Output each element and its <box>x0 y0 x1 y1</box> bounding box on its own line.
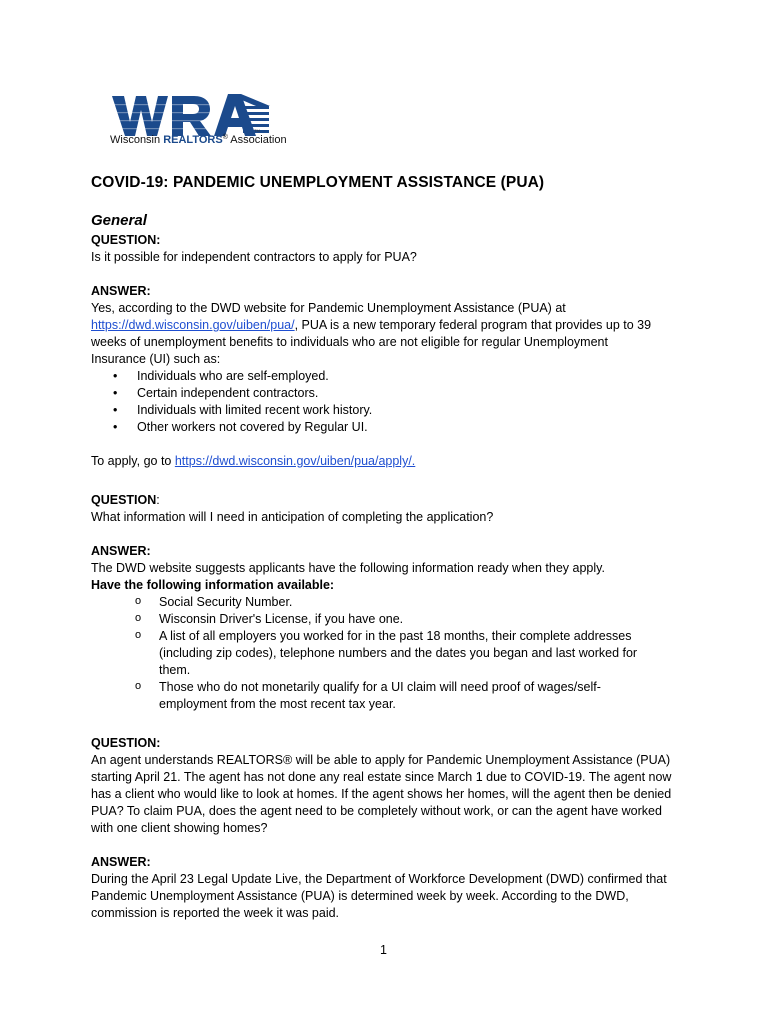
question-text: An agent understands REALTORS® will be able to apply for Pandemic Unemployment Assistance (PUA) starting April 21. The agent has not done any real estate since March 1 due to COVID-19. The agent now has a client who would like to look at homes. If the agent shows her homes, will the agent then be denied PUA? To claim PUA, does the agent need to be completely without work, or can the agent have worked with one client showing homes? <box>91 753 672 835</box>
logo-tm: TM <box>254 128 260 133</box>
info-heading: Have the following information available: <box>91 578 335 592</box>
apply-line <box>91 453 691 470</box>
logo-caption-bold: REALTORS <box>163 134 223 146</box>
answer-line-rest: , PUA is a new temporary federal program that provides up to 39 <box>294 318 652 332</box>
answer-text: The DWD website suggests applicants have the following information ready when they apply. <box>91 561 605 575</box>
question-label-line <box>91 492 691 509</box>
question-text: Is it possible for independent contractors to apply for PUA? <box>91 250 417 264</box>
bullet-icon: • <box>113 386 118 400</box>
answer-line: Yes, according to the DWD website for Pandemic Unemployment Assistance (PUA) at <box>91 301 566 315</box>
answer-text: During the April 23 Legal Update Live, the Department of Workforce Development (DWD) confirmed that Pandemic Unemployment Assistance (PUA) is determined week by week. According to the DWD, commission is reported the week it was paid. <box>91 872 667 920</box>
page-title: COVID-19: PANDEMIC UNEMPLOYMENT ASSISTANCE (PUA) <box>91 174 545 191</box>
qa-block-2 <box>91 492 691 713</box>
logo-caption <box>110 134 287 146</box>
circle-bullet-icon: o <box>135 629 142 641</box>
list-item: • Individuals with limited recent work history. <box>113 403 373 417</box>
pua-link[interactable]: https://dwd.wisconsin.gov/uiben/pua/ <box>91 318 295 332</box>
logo-caption-suffix: Association <box>227 134 287 146</box>
answer-line: weeks of unemployment benefits to individuals who are not eligible for regular Unemployment <box>91 335 608 349</box>
question-label: QUESTION: <box>91 233 161 247</box>
answer-label: ANSWER: <box>91 544 151 558</box>
qa-block-1 <box>91 232 691 470</box>
page-number: 1 <box>380 943 387 957</box>
answer-label: ANSWER: <box>91 284 151 298</box>
bullet-icon: • <box>113 369 118 383</box>
required-info-list <box>91 594 691 713</box>
circle-bullet-icon: o <box>135 612 142 624</box>
question-label: QUESTION: <box>91 736 161 750</box>
question-label: QUESTION <box>91 493 157 507</box>
apply-link[interactable]: https://dwd.wisconsin.gov/uiben/pua/apply/. <box>174 454 416 468</box>
eligibility-list <box>91 368 691 436</box>
list-item: o Those who do not monetarily qualify for a UI claim will need proof of wages/self-employment from the most recent tax year. <box>135 680 601 711</box>
circle-bullet-icon: o <box>135 680 142 692</box>
question-text: What information will I need in anticipation of completing the application? <box>91 510 494 524</box>
answer-line: Insurance (UI) such as: <box>91 352 221 366</box>
apply-prefix: To apply, go to <box>91 454 175 468</box>
logo-caption-reg: ® <box>222 134 228 141</box>
list-item: o A list of all employers you worked for in the past 18 months, their complete addresses (including zip codes), telephone numbers and the dates you began and last worked for them. <box>135 629 638 677</box>
answer-label: ANSWER: <box>91 855 151 869</box>
logo-caption-prefix: Wisconsin <box>110 134 164 146</box>
list-item: • Other workers not covered by Regular UI. <box>113 420 368 434</box>
qa-block-3 <box>91 735 673 922</box>
bullet-icon: • <box>113 403 118 417</box>
list-item: • Certain independent contractors. <box>113 386 319 400</box>
section-heading: General <box>91 212 147 229</box>
bullet-icon: • <box>113 420 118 434</box>
answer-line <box>91 317 691 334</box>
list-item: o Social Security Number. <box>135 595 293 609</box>
list-item: o Wisconsin Driver's License, if you have one. <box>135 612 404 626</box>
wra-logo <box>110 92 287 150</box>
circle-bullet-icon: o <box>135 595 142 607</box>
list-item: • Individuals who are self-employed. <box>113 369 329 383</box>
question-colon: : <box>156 493 160 507</box>
